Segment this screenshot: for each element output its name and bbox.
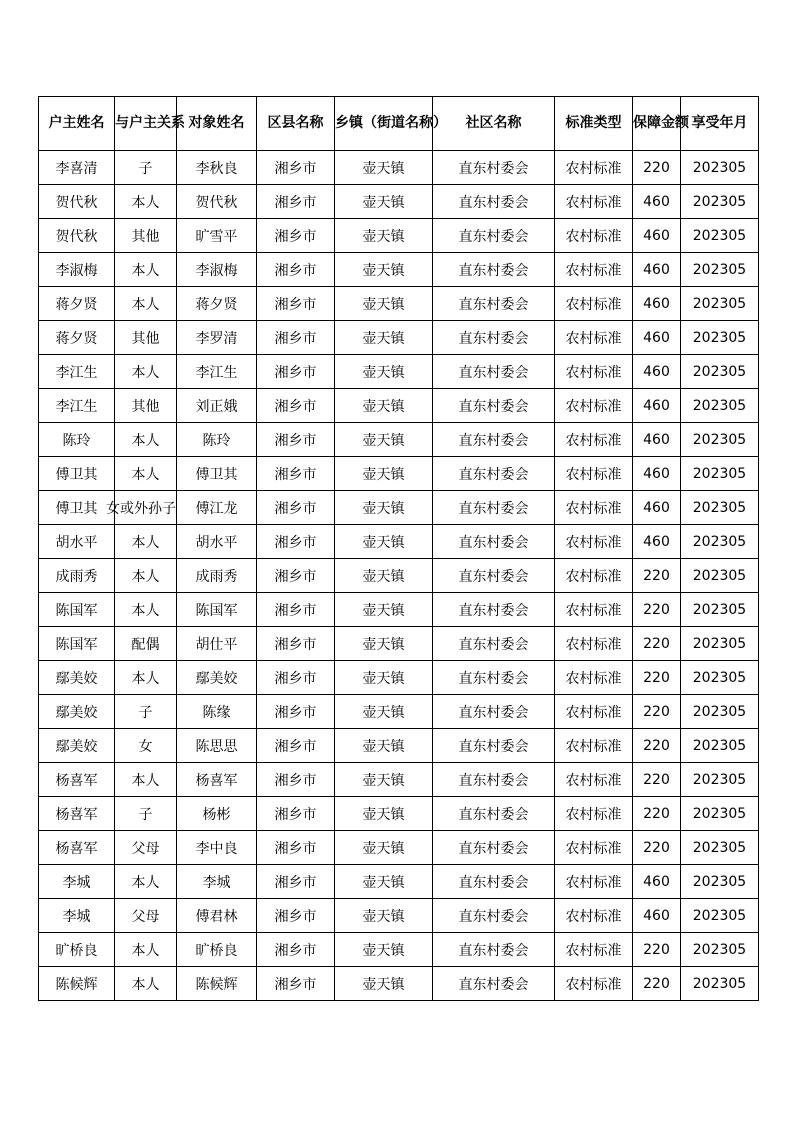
cell-householder-name: 蒋夕贤 — [39, 287, 115, 321]
cell-county: 湘乡市 — [257, 661, 335, 695]
cell-standard-type: 农村标准 — [555, 933, 633, 967]
cell-recipient-name: 胡水平 — [177, 525, 257, 559]
cell-relation: 其他 — [115, 321, 177, 355]
cell-standard-type: 农村标准 — [555, 389, 633, 423]
cell-township: 壶天镇 — [335, 763, 433, 797]
header-community: 社区名称 — [433, 97, 555, 151]
cell-county: 湘乡市 — [257, 933, 335, 967]
cell-township: 壶天镇 — [335, 559, 433, 593]
cell-recipient-name: 陈候辉 — [177, 967, 257, 1001]
cell-month: 202305 — [681, 865, 759, 899]
cell-householder-name: 胡水平 — [39, 525, 115, 559]
table-row — [39, 933, 759, 967]
cell-recipient-name: 鄢美姣 — [177, 661, 257, 695]
cell-standard-type: 农村标准 — [555, 355, 633, 389]
cell-householder-name: 陈国军 — [39, 593, 115, 627]
cell-month: 202305 — [681, 219, 759, 253]
cell-householder-name: 旷桥良 — [39, 933, 115, 967]
cell-standard-type: 农村标准 — [555, 559, 633, 593]
cell-township: 壶天镇 — [335, 831, 433, 865]
cell-householder-name: 李城 — [39, 899, 115, 933]
cell-relation: 父母 — [115, 899, 177, 933]
cell-relation: 子 — [115, 797, 177, 831]
cell-county: 湘乡市 — [257, 763, 335, 797]
table-row — [39, 389, 759, 423]
header-standard-type: 标准类型 — [555, 97, 633, 151]
cell-community: 直东村委会 — [433, 967, 555, 1001]
cell-county: 湘乡市 — [257, 967, 335, 1001]
cell-month: 202305 — [681, 185, 759, 219]
cell-month: 202305 — [681, 729, 759, 763]
cell-relation: 本人 — [115, 763, 177, 797]
cell-community: 直东村委会 — [433, 219, 555, 253]
cell-month: 202305 — [681, 151, 759, 185]
header-householder-name: 户主姓名 — [39, 97, 115, 151]
cell-township: 壶天镇 — [335, 729, 433, 763]
cell-township: 壶天镇 — [335, 967, 433, 1001]
cell-community: 直东村委会 — [433, 661, 555, 695]
cell-recipient-name: 李淑梅 — [177, 253, 257, 287]
cell-community: 直东村委会 — [433, 355, 555, 389]
cell-standard-type: 农村标准 — [555, 627, 633, 661]
cell-householder-name: 李喜清 — [39, 151, 115, 185]
cell-recipient-name: 陈缘 — [177, 695, 257, 729]
cell-amount: 460 — [633, 185, 681, 219]
table-row — [39, 253, 759, 287]
cell-month: 202305 — [681, 899, 759, 933]
cell-township: 壶天镇 — [335, 219, 433, 253]
assistance-roster-table — [38, 96, 759, 1001]
cell-county: 湘乡市 — [257, 389, 335, 423]
cell-recipient-name: 陈玲 — [177, 423, 257, 457]
cell-amount: 220 — [633, 967, 681, 1001]
cell-amount: 460 — [633, 219, 681, 253]
cell-community: 直东村委会 — [433, 253, 555, 287]
table-row — [39, 219, 759, 253]
cell-county: 湘乡市 — [257, 627, 335, 661]
cell-standard-type: 农村标准 — [555, 661, 633, 695]
cell-township: 壶天镇 — [335, 695, 433, 729]
cell-householder-name: 李江生 — [39, 389, 115, 423]
cell-relation: 本人 — [115, 865, 177, 899]
cell-householder-name: 鄢美姣 — [39, 729, 115, 763]
cell-month: 202305 — [681, 763, 759, 797]
cell-standard-type: 农村标准 — [555, 967, 633, 1001]
cell-amount: 460 — [633, 389, 681, 423]
cell-township: 壶天镇 — [335, 151, 433, 185]
cell-community: 直东村委会 — [433, 729, 555, 763]
cell-month: 202305 — [681, 423, 759, 457]
table-row — [39, 763, 759, 797]
cell-amount: 220 — [633, 763, 681, 797]
cell-relation: 本人 — [115, 287, 177, 321]
table-header — [39, 97, 759, 151]
cell-county: 湘乡市 — [257, 457, 335, 491]
cell-township: 壶天镇 — [335, 389, 433, 423]
header-township: 乡镇（街道名称） — [335, 97, 433, 151]
cell-standard-type: 农村标准 — [555, 831, 633, 865]
cell-householder-name: 鄢美姣 — [39, 695, 115, 729]
cell-householder-name: 成雨秀 — [39, 559, 115, 593]
cell-recipient-name: 贺代秋 — [177, 185, 257, 219]
cell-recipient-name: 蒋夕贤 — [177, 287, 257, 321]
cell-recipient-name: 傅江龙 — [177, 491, 257, 525]
cell-relation: 本人 — [115, 593, 177, 627]
cell-county: 湘乡市 — [257, 797, 335, 831]
table-row — [39, 559, 759, 593]
cell-relation: 子 — [115, 695, 177, 729]
cell-township: 壶天镇 — [335, 593, 433, 627]
cell-community: 直东村委会 — [433, 933, 555, 967]
cell-amount: 460 — [633, 525, 681, 559]
cell-recipient-name: 李秋良 — [177, 151, 257, 185]
cell-amount: 460 — [633, 253, 681, 287]
cell-recipient-name: 杨彬 — [177, 797, 257, 831]
cell-amount: 460 — [633, 423, 681, 457]
cell-community: 直东村委会 — [433, 423, 555, 457]
cell-recipient-name: 傅君林 — [177, 899, 257, 933]
table-row — [39, 797, 759, 831]
cell-township: 壶天镇 — [335, 185, 433, 219]
cell-householder-name: 贺代秋 — [39, 219, 115, 253]
cell-relation: 女 — [115, 729, 177, 763]
cell-community: 直东村委会 — [433, 457, 555, 491]
cell-county: 湘乡市 — [257, 559, 335, 593]
cell-amount: 220 — [633, 151, 681, 185]
cell-standard-type: 农村标准 — [555, 695, 633, 729]
cell-community: 直东村委会 — [433, 185, 555, 219]
cell-county: 湘乡市 — [257, 185, 335, 219]
cell-standard-type: 农村标准 — [555, 287, 633, 321]
cell-relation: 本人 — [115, 253, 177, 287]
cell-recipient-name: 傅卫其 — [177, 457, 257, 491]
table-row — [39, 865, 759, 899]
cell-standard-type: 农村标准 — [555, 899, 633, 933]
cell-amount: 460 — [633, 865, 681, 899]
cell-householder-name: 杨喜军 — [39, 831, 115, 865]
cell-relation: 本人 — [115, 525, 177, 559]
cell-standard-type: 农村标准 — [555, 423, 633, 457]
cell-amount: 220 — [633, 661, 681, 695]
cell-community: 直东村委会 — [433, 899, 555, 933]
cell-township: 壶天镇 — [335, 933, 433, 967]
cell-householder-name: 杨喜军 — [39, 797, 115, 831]
header-county: 区县名称 — [257, 97, 335, 151]
cell-township: 壶天镇 — [335, 321, 433, 355]
cell-community: 直东村委会 — [433, 389, 555, 423]
cell-month: 202305 — [681, 321, 759, 355]
cell-month: 202305 — [681, 593, 759, 627]
cell-standard-type: 农村标准 — [555, 865, 633, 899]
table-row — [39, 151, 759, 185]
cell-community: 直东村委会 — [433, 593, 555, 627]
cell-householder-name: 李淑梅 — [39, 253, 115, 287]
table-body — [39, 151, 759, 1001]
table-row — [39, 967, 759, 1001]
cell-householder-name: 陈候辉 — [39, 967, 115, 1001]
cell-month: 202305 — [681, 389, 759, 423]
cell-standard-type: 农村标准 — [555, 185, 633, 219]
cell-relation: 本人 — [115, 661, 177, 695]
cell-township: 壶天镇 — [335, 355, 433, 389]
cell-recipient-name: 李江生 — [177, 355, 257, 389]
cell-month: 202305 — [681, 491, 759, 525]
cell-county: 湘乡市 — [257, 831, 335, 865]
cell-township: 壶天镇 — [335, 253, 433, 287]
cell-township: 壶天镇 — [335, 797, 433, 831]
cell-amount: 460 — [633, 355, 681, 389]
cell-standard-type: 农村标准 — [555, 593, 633, 627]
cell-county: 湘乡市 — [257, 151, 335, 185]
cell-recipient-name: 李城 — [177, 865, 257, 899]
cell-township: 壶天镇 — [335, 423, 433, 457]
table-row — [39, 321, 759, 355]
header-relation: 与户主关系 — [115, 97, 177, 151]
cell-relation: 父母 — [115, 831, 177, 865]
table-row — [39, 525, 759, 559]
cell-relation: 本人 — [115, 457, 177, 491]
cell-month: 202305 — [681, 797, 759, 831]
cell-amount: 220 — [633, 831, 681, 865]
cell-standard-type: 农村标准 — [555, 151, 633, 185]
cell-township: 壶天镇 — [335, 287, 433, 321]
cell-amount: 220 — [633, 627, 681, 661]
cell-recipient-name: 李中良 — [177, 831, 257, 865]
cell-householder-name: 陈国军 — [39, 627, 115, 661]
cell-amount: 220 — [633, 559, 681, 593]
cell-relation: 本人 — [115, 355, 177, 389]
cell-recipient-name: 旷桥良 — [177, 933, 257, 967]
cell-community: 直东村委会 — [433, 831, 555, 865]
cell-householder-name: 傅卫其 — [39, 491, 115, 525]
cell-county: 湘乡市 — [257, 423, 335, 457]
cell-month: 202305 — [681, 933, 759, 967]
cell-month: 202305 — [681, 355, 759, 389]
table-row — [39, 185, 759, 219]
cell-community: 直东村委会 — [433, 491, 555, 525]
cell-community: 直东村委会 — [433, 627, 555, 661]
cell-township: 壶天镇 — [335, 899, 433, 933]
cell-township: 壶天镇 — [335, 525, 433, 559]
cell-township: 壶天镇 — [335, 627, 433, 661]
cell-amount: 460 — [633, 457, 681, 491]
table-row — [39, 287, 759, 321]
cell-relation: 子 — [115, 151, 177, 185]
header-row — [39, 97, 759, 151]
cell-standard-type: 农村标准 — [555, 321, 633, 355]
table-row — [39, 491, 759, 525]
cell-householder-name: 蒋夕贤 — [39, 321, 115, 355]
cell-amount: 220 — [633, 729, 681, 763]
cell-recipient-name: 成雨秀 — [177, 559, 257, 593]
cell-relation: 本人 — [115, 559, 177, 593]
cell-recipient-name: 胡仕平 — [177, 627, 257, 661]
cell-relation: 本人 — [115, 933, 177, 967]
cell-amount: 220 — [633, 593, 681, 627]
cell-amount: 460 — [633, 287, 681, 321]
header-month: 享受年月 — [681, 97, 759, 151]
cell-county: 湘乡市 — [257, 899, 335, 933]
cell-county: 湘乡市 — [257, 491, 335, 525]
cell-standard-type: 农村标准 — [555, 729, 633, 763]
table-row — [39, 695, 759, 729]
cell-amount: 460 — [633, 491, 681, 525]
cell-month: 202305 — [681, 457, 759, 491]
table-row — [39, 831, 759, 865]
table-row — [39, 423, 759, 457]
cell-county: 湘乡市 — [257, 219, 335, 253]
cell-standard-type: 农村标准 — [555, 253, 633, 287]
cell-amount: 220 — [633, 933, 681, 967]
cell-community: 直东村委会 — [433, 865, 555, 899]
cell-month: 202305 — [681, 661, 759, 695]
cell-householder-name: 李城 — [39, 865, 115, 899]
cell-community: 直东村委会 — [433, 763, 555, 797]
cell-amount: 220 — [633, 695, 681, 729]
cell-township: 壶天镇 — [335, 457, 433, 491]
cell-relation: 女或外孙子 — [115, 491, 177, 525]
cell-standard-type: 农村标准 — [555, 797, 633, 831]
cell-month: 202305 — [681, 287, 759, 321]
cell-standard-type: 农村标准 — [555, 457, 633, 491]
cell-recipient-name: 旷雪平 — [177, 219, 257, 253]
cell-community: 直东村委会 — [433, 797, 555, 831]
cell-recipient-name: 李罗清 — [177, 321, 257, 355]
cell-county: 湘乡市 — [257, 593, 335, 627]
cell-householder-name: 贺代秋 — [39, 185, 115, 219]
header-amount: 保障金额 — [633, 97, 681, 151]
cell-householder-name: 李江生 — [39, 355, 115, 389]
cell-householder-name: 鄢美姣 — [39, 661, 115, 695]
cell-householder-name: 杨喜军 — [39, 763, 115, 797]
cell-standard-type: 农村标准 — [555, 219, 633, 253]
cell-county: 湘乡市 — [257, 729, 335, 763]
table-row — [39, 661, 759, 695]
cell-relation: 本人 — [115, 423, 177, 457]
cell-relation: 配偶 — [115, 627, 177, 661]
cell-community: 直东村委会 — [433, 151, 555, 185]
cell-county: 湘乡市 — [257, 253, 335, 287]
cell-month: 202305 — [681, 559, 759, 593]
cell-community: 直东村委会 — [433, 695, 555, 729]
table-row — [39, 627, 759, 661]
cell-community: 直东村委会 — [433, 321, 555, 355]
cell-standard-type: 农村标准 — [555, 525, 633, 559]
cell-householder-name: 傅卫其 — [39, 457, 115, 491]
header-recipient-name: 对象姓名 — [177, 97, 257, 151]
cell-county: 湘乡市 — [257, 525, 335, 559]
cell-recipient-name: 陈思思 — [177, 729, 257, 763]
cell-relation: 其他 — [115, 219, 177, 253]
cell-amount: 220 — [633, 797, 681, 831]
cell-relation: 本人 — [115, 967, 177, 1001]
table-row — [39, 593, 759, 627]
cell-recipient-name: 陈国军 — [177, 593, 257, 627]
cell-month: 202305 — [681, 525, 759, 559]
cell-community: 直东村委会 — [433, 559, 555, 593]
cell-amount: 460 — [633, 899, 681, 933]
cell-county: 湘乡市 — [257, 321, 335, 355]
cell-relation: 其他 — [115, 389, 177, 423]
cell-township: 壶天镇 — [335, 661, 433, 695]
cell-month: 202305 — [681, 831, 759, 865]
table-row — [39, 899, 759, 933]
cell-month: 202305 — [681, 695, 759, 729]
cell-recipient-name: 杨喜军 — [177, 763, 257, 797]
cell-standard-type: 农村标准 — [555, 763, 633, 797]
table-row — [39, 457, 759, 491]
cell-county: 湘乡市 — [257, 865, 335, 899]
cell-relation: 本人 — [115, 185, 177, 219]
cell-county: 湘乡市 — [257, 287, 335, 321]
cell-township: 壶天镇 — [335, 865, 433, 899]
table-row — [39, 729, 759, 763]
cell-amount: 460 — [633, 321, 681, 355]
cell-month: 202305 — [681, 967, 759, 1001]
cell-month: 202305 — [681, 627, 759, 661]
cell-standard-type: 农村标准 — [555, 491, 633, 525]
cell-township: 壶天镇 — [335, 491, 433, 525]
cell-county: 湘乡市 — [257, 695, 335, 729]
cell-month: 202305 — [681, 253, 759, 287]
cell-community: 直东村委会 — [433, 287, 555, 321]
cell-county: 湘乡市 — [257, 355, 335, 389]
cell-recipient-name: 刘正娥 — [177, 389, 257, 423]
cell-community: 直东村委会 — [433, 525, 555, 559]
table-row — [39, 355, 759, 389]
cell-householder-name: 陈玲 — [39, 423, 115, 457]
